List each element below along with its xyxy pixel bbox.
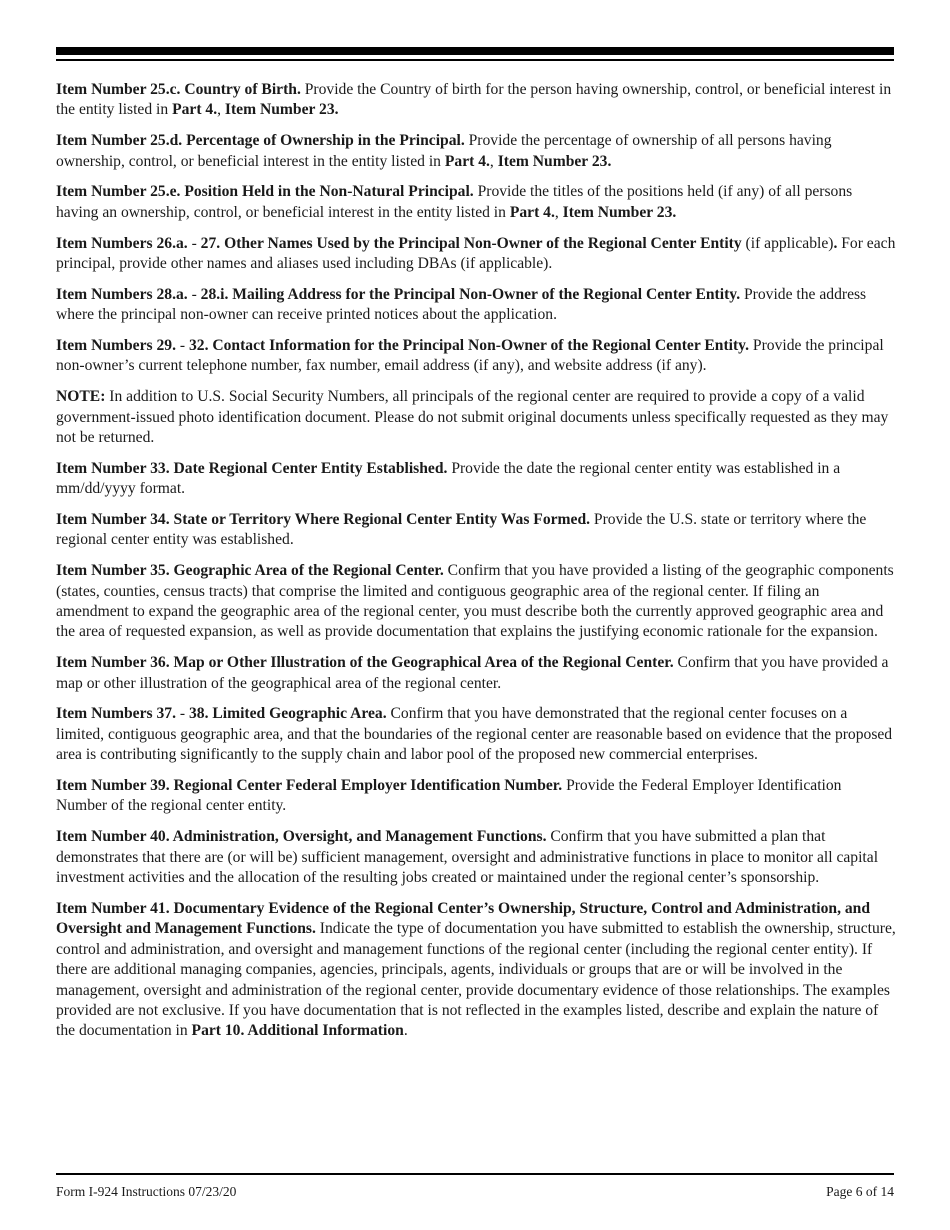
note-paragraph (56, 387, 896, 448)
item-text: Provide the U.S. state or territory where the regional center entity was established. (56, 511, 867, 549)
item-heading: Item Number 34. State or Territory Where Regional Center Entity Was Formed. (56, 511, 591, 529)
item-text: Provide the date the regional center entity was established in a mm/dd/yyyy format. (56, 459, 841, 498)
item-heading: Item Numbers 26.a. (56, 234, 188, 252)
item-text: Confirm that you have submitted a plan that demonstrates that there are (or will be) sufficient management, oversight and administrative functions in place to monitor all capital investment activities and the allocation of the resulting jobs created or maintained under the regional center’s sponsorship. (56, 828, 879, 887)
item-heading: 38. Limited Geographic Area. (188, 705, 387, 723)
item-text: (if applicable) (741, 234, 834, 252)
item-28-paragraph (56, 285, 896, 326)
note-text: In addition to U.S. Social Security Numbers, all principals of the regional center are required to provide a copy of a valid government-issued photo identification document. Please do not submit original documents unless specifically requested as they may not be returned. (56, 388, 889, 447)
item-33-paragraph (56, 459, 896, 500)
item-25e-paragraph (56, 182, 896, 223)
part-reference: Part 4. (444, 152, 490, 170)
part-reference: Part 10. Additional Information (191, 1022, 404, 1040)
item-35-paragraph (56, 561, 896, 643)
item-text: Provide the principal non-owner’s current telephone number, fax number, email address (if any), and website address (if any). (56, 337, 884, 375)
item-26-27-paragraph (56, 234, 896, 275)
separator: , (217, 101, 225, 119)
part-reference: Part 4. (509, 203, 555, 221)
item-text: Provide the Country of birth for the person having ownership, control, or beneficial interest in the entity listed in (56, 81, 892, 119)
bold-period: . (833, 234, 838, 252)
item-text: Confirm that you have demonstrated that the regional center focuses on a limited, contiguous geographic area, and that the boundaries of the regional center are reasonable based on evidence that the proposed area is contributing significantly to the supply chain and labor pool of the proposed new commercial enterprises. (56, 705, 893, 764)
item-heading: Item Numbers 29. (56, 337, 176, 355)
item-heading: 27. Other Names Used by the Principal Non-Owner of the Regional Center Entity (200, 234, 742, 252)
item-text: Confirm that you have provided a listing of the geographic components (states, counties, census tracts) that comprise the limited and contiguous geographic area of the regional center. If filing an amendment to expand the geographic area of the regional center, you must describe both the currently approved geographic area and the area of requested expansion, as well as provide documentation that explains the justifying economic rationale for the expansion. (56, 562, 894, 641)
item-heading: Item Number 25.d. Percentage of Ownership in the Principal. (56, 132, 465, 150)
item-39-paragraph (56, 776, 896, 817)
item-heading: Item Numbers 28.a. (56, 285, 188, 303)
instructions-body (56, 80, 896, 1052)
item-heading: Item Number 36. Map or Other Illustration of the Geographical Area of the Regional Center. (56, 654, 674, 672)
item-heading: 32. Contact Information for the Principal Non-Owner of the Regional Center Entity. (188, 337, 750, 355)
item-text: Provide the address where the principal non-owner can receive printed notices about the application. (56, 285, 867, 324)
item-25c-paragraph (56, 80, 896, 121)
item-reference: Item Number 23. (562, 203, 677, 221)
item-reference: Item Number 23. (224, 101, 339, 119)
item-41-paragraph (56, 899, 896, 1042)
item-heading: Item Numbers 37. (56, 705, 176, 723)
item-heading: 28.i. Mailing Address for the Principal Non-Owner of the Regional Center Entity. (200, 285, 741, 303)
footer-page-number: Page 6 of 14 (826, 1184, 894, 1199)
item-heading: Item Number 40. Administration, Oversight, and Management Functions. (56, 828, 547, 846)
item-25d-paragraph (56, 131, 896, 172)
separator: , (554, 203, 563, 221)
range-dash: - (187, 234, 201, 252)
item-36-paragraph (56, 653, 896, 694)
closing-period: . (403, 1022, 408, 1040)
item-text: Provide the Federal Employer Identification Number of the regional center entity. (56, 777, 842, 815)
item-text: Confirm that you have provided a map or other illustration of the geographical area of the regional center. (56, 654, 889, 692)
item-29-32-paragraph (56, 336, 896, 377)
item-text: Provide the percentage of ownership of all persons having ownership, control, or beneficial interest in the entity listed in (56, 132, 832, 170)
item-heading: Item Number 41. Documentary Evidence of the Regional Center’s Ownership, Structure, Control and Administration, and Oversight and Management Functions. (56, 899, 871, 938)
header-rule-thin (56, 59, 894, 61)
item-heading: Item Number 39. Regional Center Federal Employer Identification Number. (56, 777, 563, 795)
footer-form-id: Form I-924 Instructions 07/23/20 (56, 1184, 237, 1199)
footer-rule (56, 1173, 894, 1175)
item-heading: Item Number 35. Geographic Area of the Regional Center. (56, 562, 444, 580)
part-reference: Part 4. (172, 101, 218, 119)
item-37-38-paragraph (56, 704, 896, 765)
item-heading: Item Number 25.c. Country of Birth. (56, 81, 301, 98)
item-text: Provide the titles of the positions held (if any) of all persons having an ownership, control, or beneficial interest in the entity listed in (56, 183, 853, 221)
note-heading: NOTE: (56, 388, 106, 406)
range-dash: - (187, 285, 201, 303)
range-dash: - (175, 705, 189, 723)
separator: , (489, 152, 498, 170)
item-40-paragraph (56, 827, 896, 888)
item-text: Indicate the type of documentation you have submitted to establish the ownership, structure, control and administration, and oversight and management functions of the regional center (including the regional center entity). If there are additional managing companies, agencies, principals, agents, individuals or groups that are or will be involved in the management, oversight and administration of the regional center, provide documentary evidence of those relationships. The examples provided are not exclusive. If you have documentation that is not reflected in the examples listed, describe and explain the nature of the documentation in (56, 920, 896, 1040)
item-text: For each principal, provide other names and aliases used including DBAs (if applicable). (56, 234, 896, 273)
header-rule-thick (56, 47, 894, 55)
item-heading: Item Number 33. Date Regional Center Entity Established. (56, 459, 448, 477)
range-dash: - (175, 337, 189, 355)
item-34-paragraph (56, 510, 896, 551)
item-reference: Item Number 23. (497, 152, 612, 170)
item-heading: Item Number 25.e. Position Held in the Non-Natural Principal. (56, 183, 474, 201)
